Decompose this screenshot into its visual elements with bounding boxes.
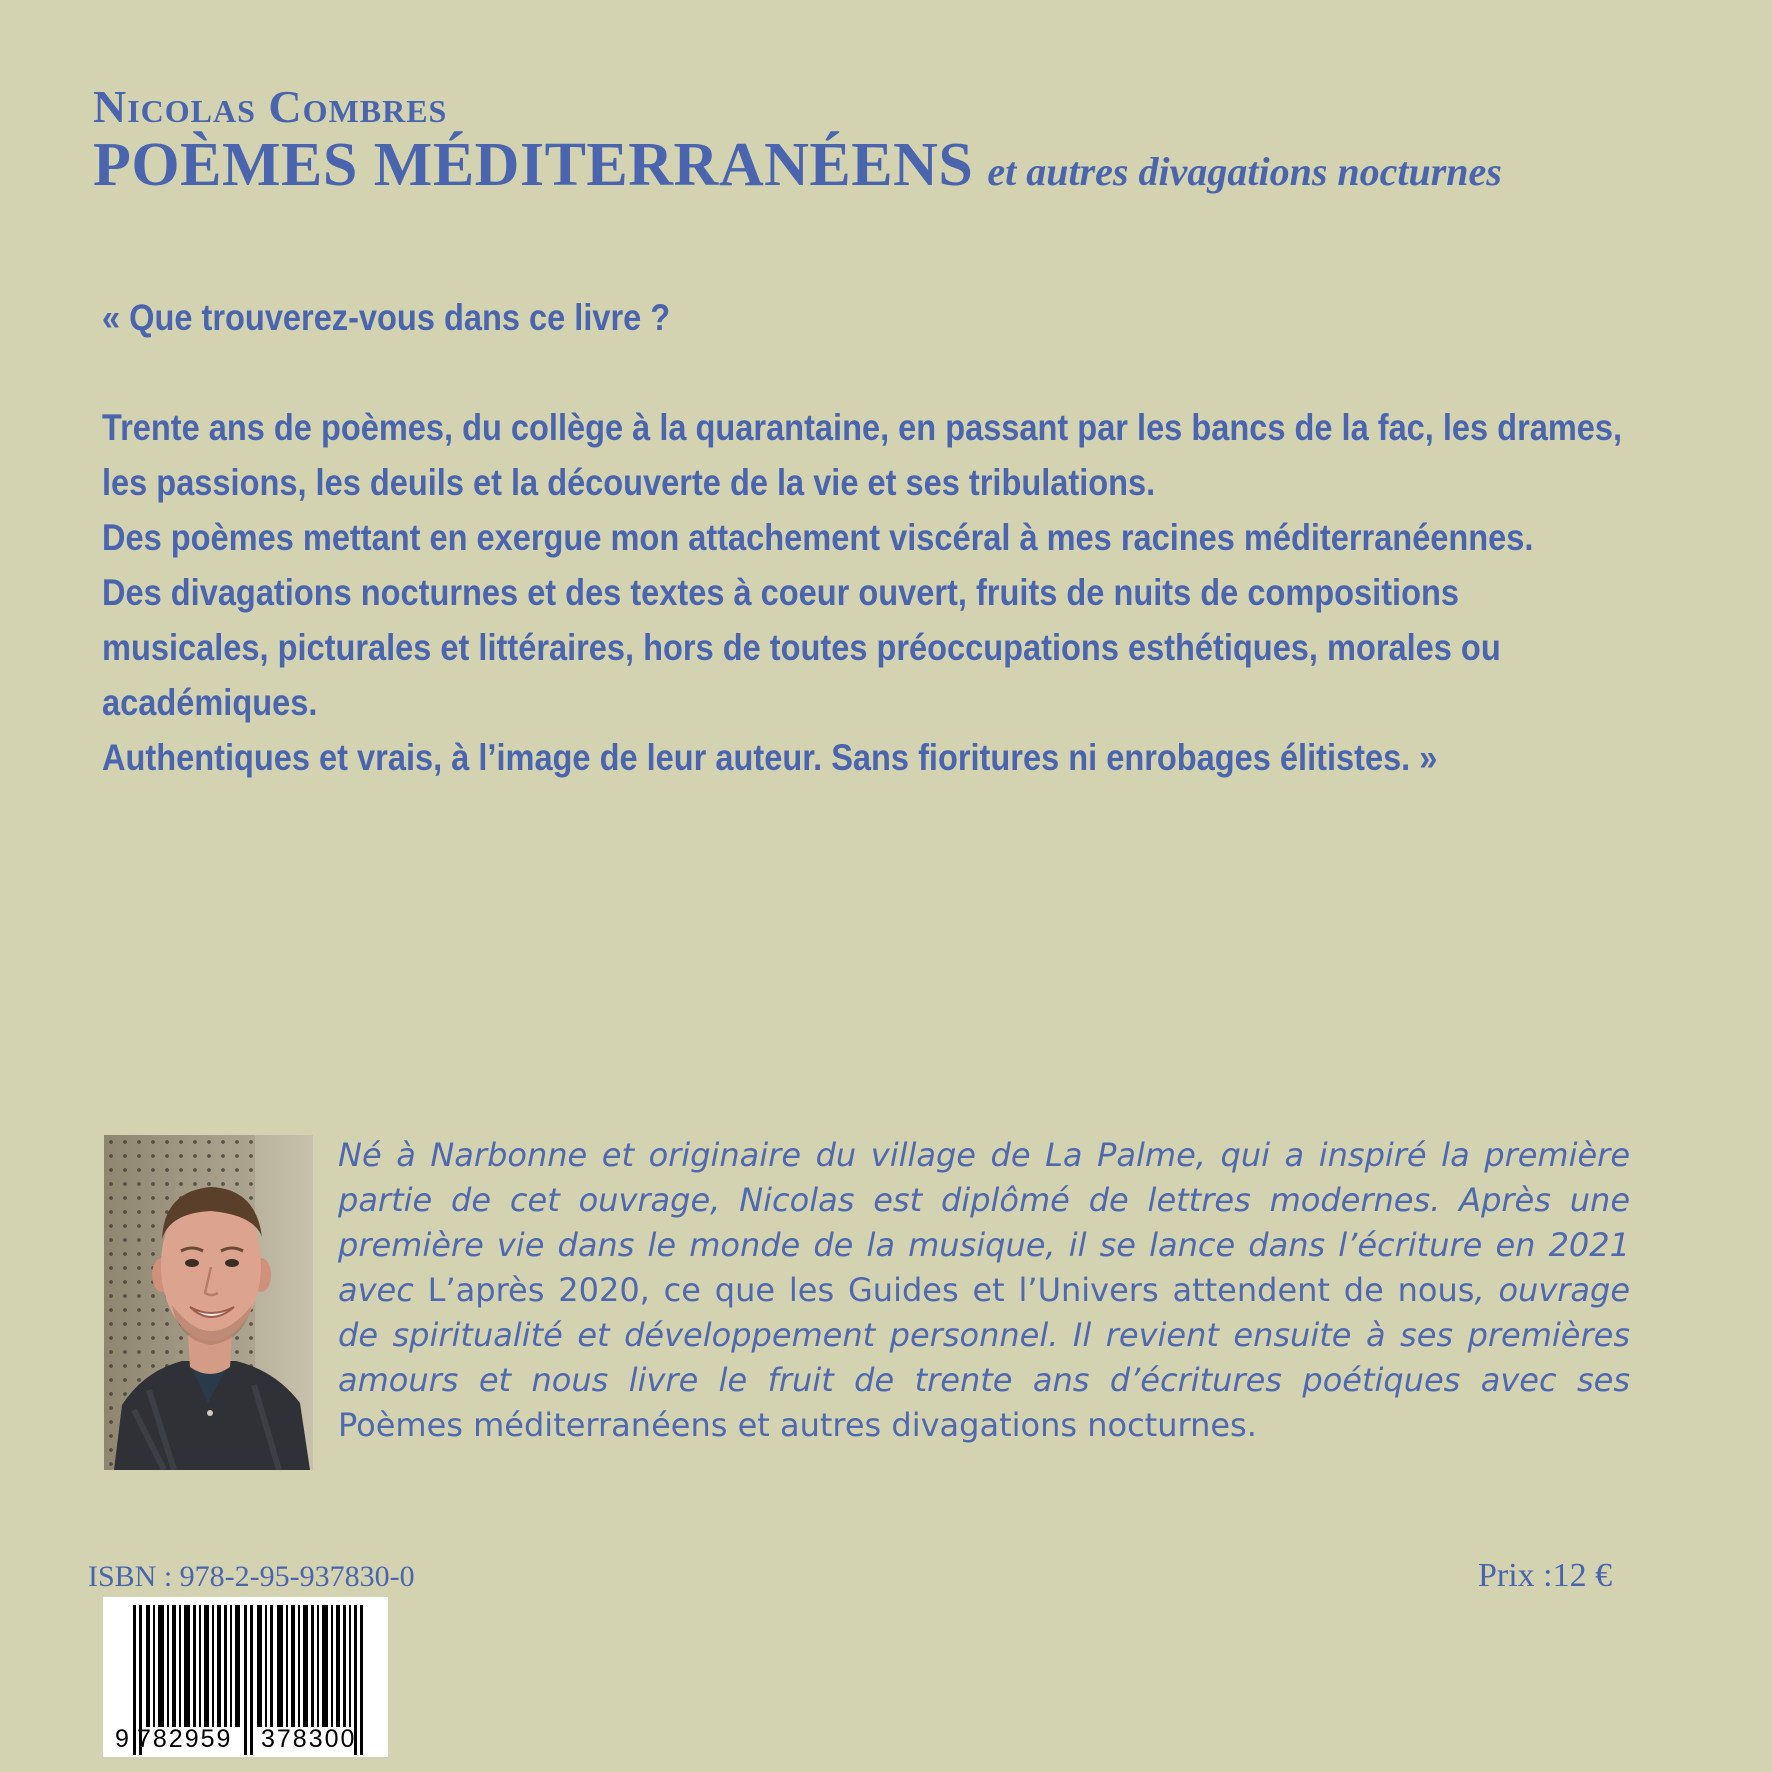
bio-book-title-2: Poèmes méditerranéens et autres divagations nocturnes [338,1406,1247,1444]
barcode-digit-prefix: 9 [115,1725,129,1753]
bio-text: Né à Narbonne et originaire du village de La Palme, qui a inspiré la première partie de cet ouvrage, Nicolas est diplômé de lettres modernes. Après une première vie dans le monde de la musique, il se lance dans l’écriture en 2021 avec [338,1136,1630,1309]
author-name: Nicolas Combres [93,81,448,132]
author-photo [104,1135,313,1470]
blurb-paragraph: Des poèmes mettant en exergue mon attachement viscéral à mes racines méditerranéennes. [102,517,1534,558]
blurb-paragraph: Authentiques et vrais, à l’image de leur auteur. Sans fioritures ni enrobages élitistes. » [102,737,1438,778]
blurb-paragraph: Des divagations nocturnes et des textes à coeur ouvert, fruits de nuits de compositions musicales, picturales et littéraires, hors de toutes préoccupations esthétiques, morales ou académiques. [102,572,1501,723]
blurb-question: « Que trouverez-vous dans ce livre ? [102,297,671,338]
isbn-label: ISBN : 978-2-95-937830-0 [88,1560,415,1593]
bio-text: . [1246,1406,1257,1444]
barcode-digits-left: 782959 [137,1725,233,1753]
book-subtitle: et autres divagations nocturnes [987,149,1502,194]
barcode-digits-right: 378300 [261,1725,357,1753]
back-cover-blurb [102,290,1630,785]
price-label: Prix :12 € [1478,1557,1613,1594]
bio-book-title-1: L’après 2020, ce que les Guides et l’Univers attendent de nous [427,1271,1475,1309]
barcode-digits [103,1725,388,1755]
blurb-paragraph: Trente ans de poèmes, du collège à la quarantaine, en passant par les bancs de la fac, les drames, les passions, les deuils et la découverte de la vie et ses tribulations. [102,407,1623,503]
title-line [93,130,1502,201]
bio-text: , ouvrage de spiritualité et développement personnel. Il revient ensuite à ses premières amours et nous livre le fruit de trente ans d’écritures poétiques avec ses [338,1271,1631,1399]
book-title: POÈMES MÉDITERRANÉENS [93,131,974,199]
author-bio [338,1133,1630,1448]
isbn-barcode [103,1597,388,1757]
